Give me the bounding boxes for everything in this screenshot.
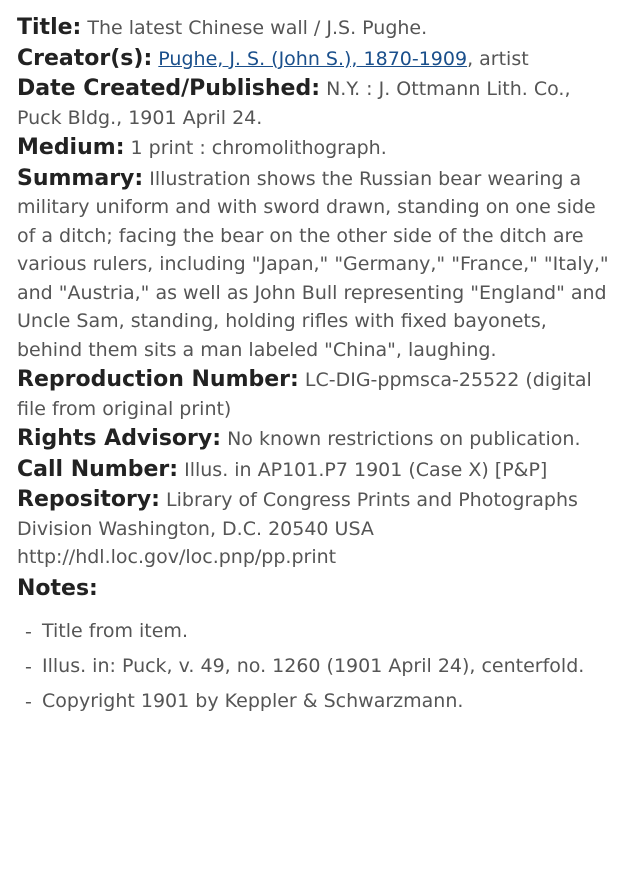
call-number-field — [17, 456, 618, 485]
medium-value: 1 print : chromolithograph. — [130, 137, 387, 159]
summary-label: Summary: — [17, 165, 144, 191]
note-item — [25, 688, 618, 715]
repository-field — [17, 486, 618, 572]
notes-list — [17, 618, 618, 715]
date-value: N.Y. : J. Ottmann Lith. Co., Puck Bldg., 1901 April 24. — [17, 78, 571, 129]
note-text: Illus. in: Puck, v. 49, no. 1260 (1901 April 24), centerfold. — [42, 654, 585, 677]
creator-label: Creator(s): — [17, 45, 153, 71]
rights-field — [17, 425, 618, 454]
note-item — [25, 653, 618, 680]
creator-field — [17, 45, 618, 74]
note-text: Title from item. — [42, 619, 188, 642]
note-text: Copyright 1901 by Keppler & Schwarzmann. — [42, 689, 464, 712]
medium-field — [17, 134, 618, 163]
rights-value: No known restrictions on publication. — [227, 428, 581, 450]
reproduction-field — [17, 366, 618, 423]
repository-label: Repository: — [17, 487, 160, 512]
title-label: Title: — [17, 15, 82, 40]
call-number-label: Call Number: — [17, 456, 179, 482]
medium-label: Medium: — [17, 135, 125, 160]
title-field — [17, 14, 618, 43]
reproduction-value: LC-DIG-ppmsca-25522 (digital file from original print) — [17, 369, 592, 420]
creator-link[interactable]: Pughe, J. S. (John S.), 1870-1909 — [158, 47, 468, 70]
bullet-dash: - — [25, 655, 32, 678]
repository-value: Library of Congress Prints and Photographs Division Washington, D.C. 20540 USA http://hdl.loc.gov/loc.pnp/pp.print — [17, 489, 578, 568]
bullet-dash: - — [25, 620, 32, 643]
call-number-value: Illus. in AP101.P7 1901 (Case X) [P&P] — [184, 458, 548, 481]
date-field — [17, 75, 618, 132]
summary-value: Illustration shows the Russian bear wearing a military uniform and with sword drawn, standing on one side of a ditch; facing the bear on the other side of the ditch are various rulers, including "Japan," "Germany," "France," "Italy," and "Austria," as well as John Bull representing "England" and Uncle Sam, standing, holding rifles with fixed bayonets, behind them sits a man labeled "China", laughing. — [17, 167, 609, 361]
rights-label: Rights Advisory: — [17, 426, 222, 451]
title-value: The latest Chinese wall / J.S. Pughe. — [87, 17, 428, 39]
summary-field — [17, 165, 618, 365]
date-label: Date Created/Published: — [17, 76, 321, 101]
note-item — [25, 618, 618, 645]
creator-role: , artist — [467, 47, 529, 70]
notes-heading: Notes: — [17, 575, 98, 601]
reproduction-label: Reproduction Number: — [17, 367, 299, 392]
bullet-dash: - — [25, 690, 32, 713]
